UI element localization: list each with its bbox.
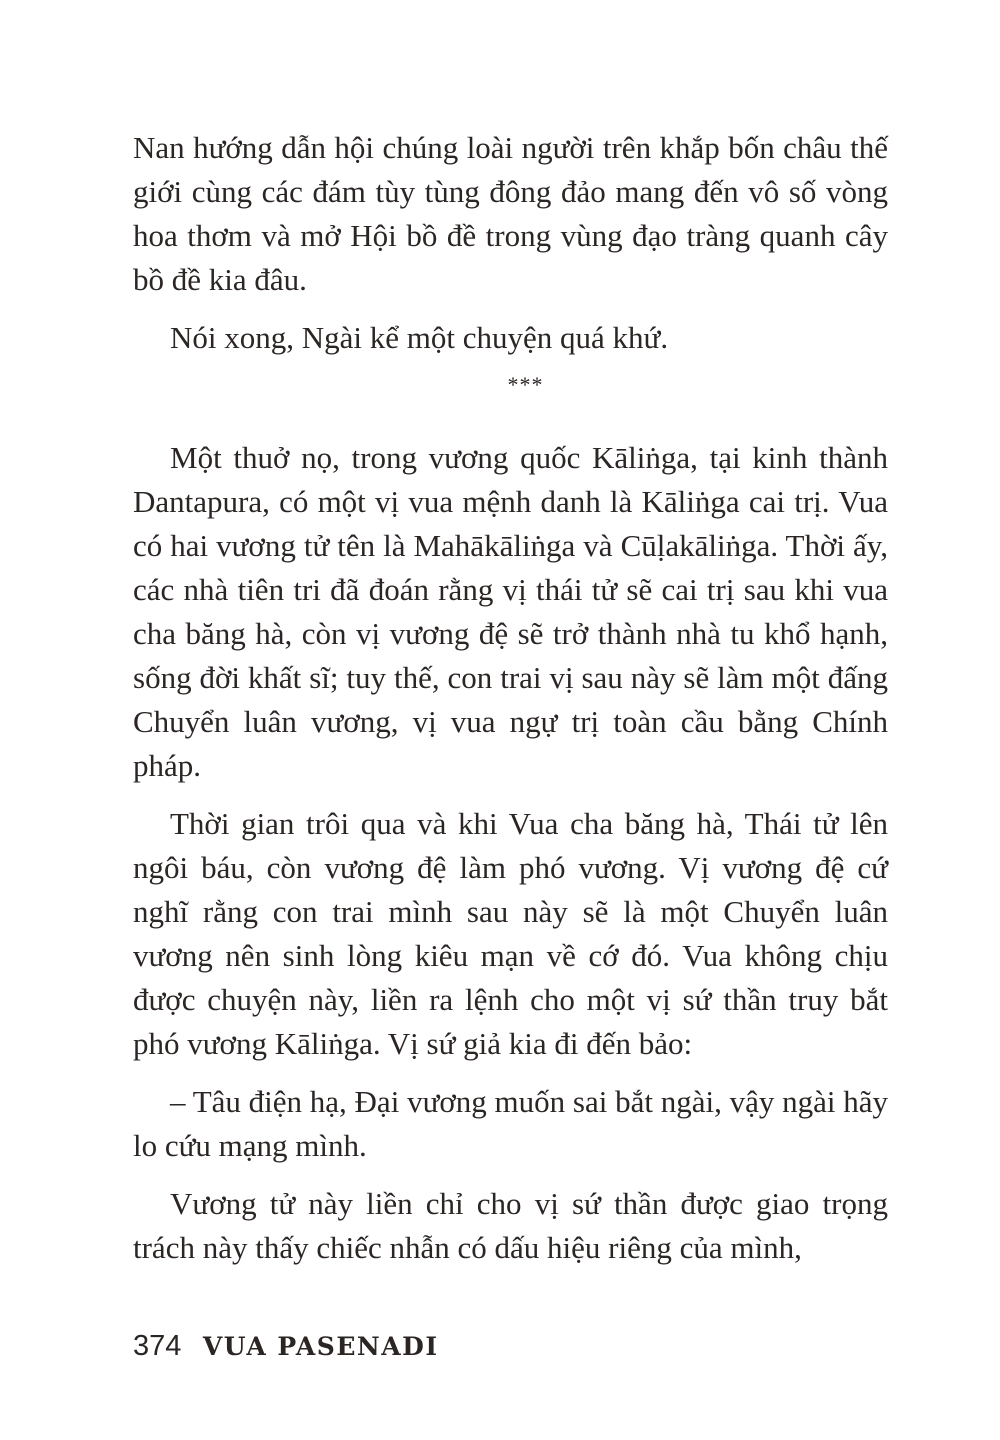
paragraph-king-death: Thời gian trôi qua và khi Vua cha băng hà, Thái tử lên ngôi báu, còn vương đệ làm phó vương. Vị vương đệ cứ nghĩ rằng con trai mình sau này sẽ là một Chuyển luân vương nên sinh lòng kiêu mạn về cớ đó. Vua không chịu được chuyện này, liền ra lệnh cho một vị sứ thần truy bắt phó vương Kāliṅga. Vị sứ giả kia đi đến bảo: (133, 806, 888, 1061)
section-separator: *** (507, 372, 544, 397)
page-footer (133, 1326, 439, 1367)
paragraph-continuation: Nan hướng dẫn hội chúng loài người trên khắp bốn châu thế giới cùng các đám tùy tùng đông đảo mang đến vô số vòng hoa thơm và mở Hội bồ đề trong vùng đạo tràng quanh cây bồ đề kia đâu. (133, 130, 888, 297)
running-title: VUA PASENADI (202, 1332, 439, 1361)
paragraph-kalinga-kingdom: Một thuở nọ, trong vương quốc Kāliṅga, tại kinh thành Dantapura, có một vị vua mệnh danh là Kāliṅga cai trị. Vua có hai vương tử tên là Mahākāliṅga và Cūḷakāliṅga. Thời ấy, các nhà tiên tri đã đoán rằng vị thái tử sẽ cai trị sau khi vua cha băng hà, còn vị vương đệ sẽ trở thành nhà tu khổ hạnh, sống đời khất sĩ; tuy thế, con trai vị sau này sẽ làm một đấng Chuyển luân vương, vị vua ngự trị toàn cầu bằng Chính pháp. (133, 440, 888, 783)
paragraph-dialogue: – Tâu điện hạ, Đại vương muốn sai bắt ngài, vậy ngài hãy lo cứu mạng mình. (133, 1084, 888, 1163)
paragraph-signet-ring: Vương tử này liền chỉ cho vị sứ thần được giao trọng trách này thấy chiếc nhẫn có dấu hiệu riêng của mình, (133, 1186, 888, 1265)
paragraph-story-intro: Nói xong, Ngài kể một chuyện quá khứ. (170, 320, 669, 355)
page-number: 374 (133, 1330, 182, 1362)
page-body (133, 126, 888, 1284)
